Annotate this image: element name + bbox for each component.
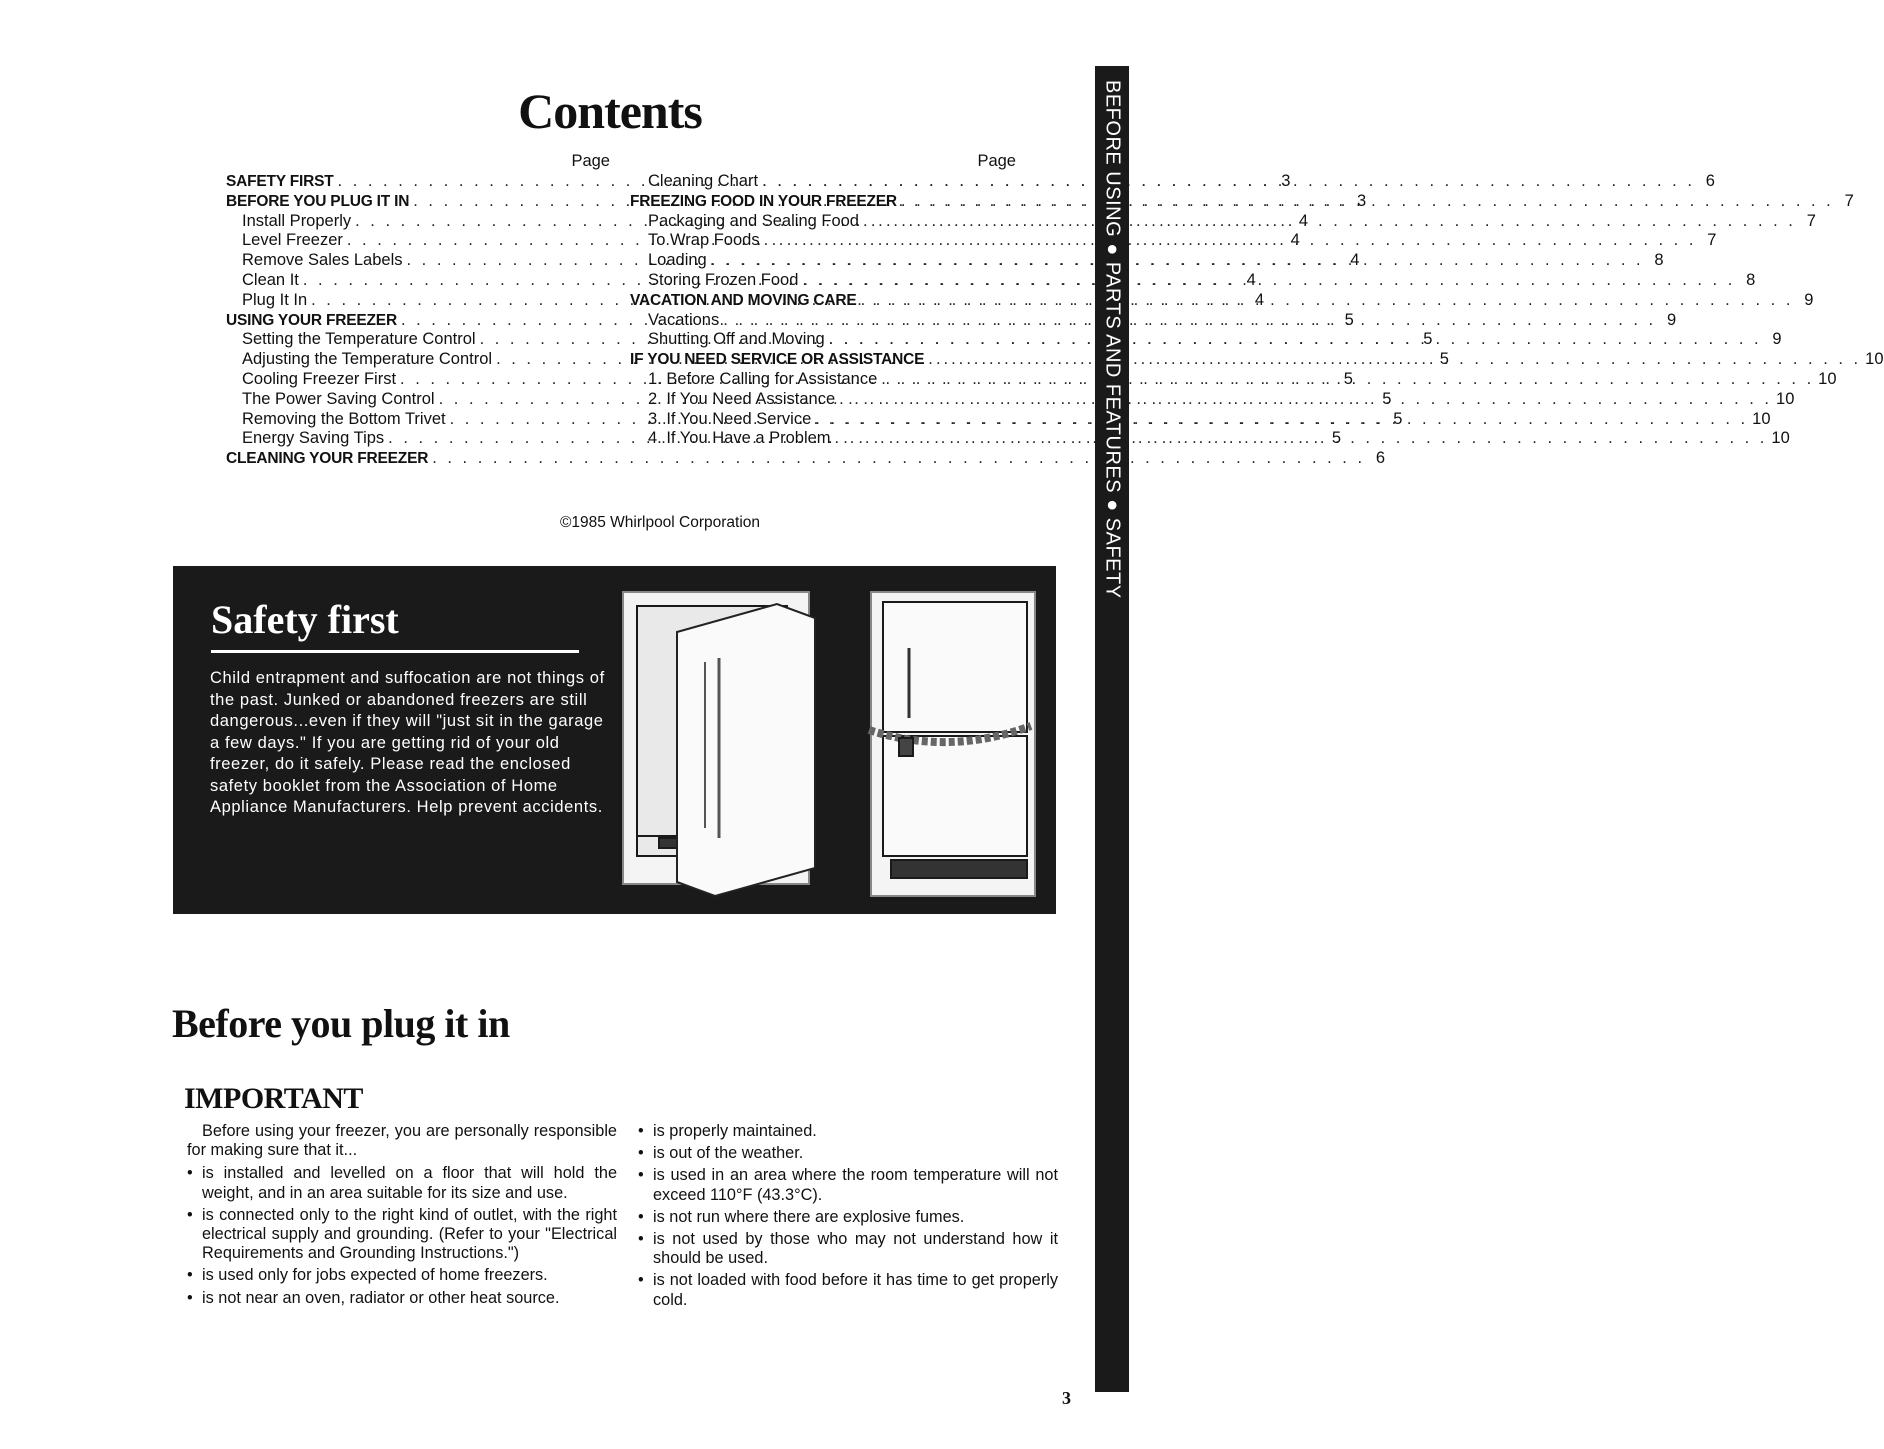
toc-entry	[630, 290, 1814, 311]
toc-entry-label: Install Properly	[242, 211, 352, 230]
toc-entry-label: Energy Saving Tips	[242, 429, 385, 448]
toc-leader-dots	[762, 172, 1695, 192]
title-underline	[211, 650, 579, 653]
toc-page-header: Page	[571, 152, 610, 170]
toc-entry	[630, 350, 1884, 370]
toc-entry-page: 3	[1281, 172, 1291, 190]
toc-entry-label: Cooling Freezer First	[242, 369, 397, 388]
important-right-column	[638, 1122, 1058, 1313]
toc-entry-label: Plug It In	[242, 290, 308, 309]
toc-entry-page: 10	[1771, 429, 1790, 448]
safety-warning-text: Child entrapment and suffocation are not things of the past. Junked or abandoned freezers are still dangerous...even if they will "just sit in the garage a few days." If you are getting rid of your old freezer, do it safely. Please read the enclosed safety booklet from the Association of Home Appliance Manufacturers. Help prevent accidents.	[210, 669, 605, 816]
toc-entry	[630, 389, 1795, 410]
toc-entry-page: 4	[1290, 231, 1300, 250]
toc-entry-label: IF YOU NEED SERVICE OR ASSISTANCE	[630, 351, 925, 369]
toc-entry-page: 5	[1331, 429, 1342, 448]
toc-leader-dots	[901, 192, 1834, 212]
requirement-item: • is properly maintained.	[638, 1122, 1058, 1141]
safety-first-title: Safety first	[211, 597, 399, 642]
toc-entry	[630, 369, 1837, 390]
toc-entry-page: 7	[1707, 231, 1717, 250]
toc-entry-page: 5	[1423, 330, 1433, 349]
open-freezer-drawing	[623, 592, 815, 896]
toc-page-header: Page	[977, 152, 1016, 170]
requirement-item: • is out of the weather.	[638, 1144, 1058, 1163]
toc-entry-label: BEFORE YOU PLUG IT IN	[226, 192, 410, 210]
toc-entry-label: VACATION AND MOVING CARE	[630, 291, 857, 309]
toc-entry-page: 10	[1818, 369, 1837, 388]
toc-entry-page: 5	[1382, 389, 1392, 408]
toc-entry-label: Remove Sales Labels	[242, 251, 403, 270]
toc-entry	[630, 191, 1854, 212]
toc-entry-page: 10	[1865, 350, 1884, 369]
toc-entry-page: 5	[1343, 369, 1353, 388]
toc-entry-label: Storing Frozen Food	[648, 270, 799, 289]
page-number: 3	[1062, 1388, 1071, 1408]
toc-leader-dots	[764, 231, 1697, 251]
toc-entry-page: 4	[1254, 290, 1264, 309]
toc-entry	[630, 251, 1664, 271]
toc-entry	[630, 330, 1782, 350]
toc-leader-dots	[881, 370, 1814, 390]
toc-entry-page: 9	[1772, 330, 1782, 349]
important-left-column	[187, 1122, 617, 1311]
toc-entry-page: 6	[1375, 449, 1386, 468]
toc-entry-label: Level Freezer	[242, 231, 343, 250]
toc-entry-label: Loading	[648, 251, 707, 270]
before-plug-heading: Before you plug it in	[172, 1001, 510, 1046]
important-subheading: IMPORTANT	[184, 1082, 363, 1115]
requirement-item: • is not used by those who may not understand how it should be used.	[638, 1230, 1058, 1268]
toc-entry-label: Removing the Bottom Trivet	[242, 409, 446, 428]
toc-entry	[630, 310, 1677, 331]
toc-entry-label: Packaging and Sealing Food	[648, 211, 859, 230]
toc-entry	[630, 270, 1756, 291]
toc-entry-page: 10	[1752, 409, 1771, 428]
toc-entry-label: Setting the Temperature Control	[242, 330, 476, 349]
toc-entry-page: 9	[1804, 290, 1814, 309]
toc-entry-page: 4	[1246, 270, 1256, 289]
important-intro: Before using your freezer, you are personally responsible for making sure that it...	[187, 1122, 617, 1160]
requirement-item: • is used only for jobs expected of home freezers.	[187, 1266, 617, 1285]
toc-entry	[630, 211, 1816, 232]
requirement-list-right	[638, 1122, 1058, 1310]
toc-entry-label: SAFETY FIRST	[226, 173, 334, 190]
requirement-list-left	[187, 1164, 617, 1307]
toc-entry-page: 9	[1666, 310, 1677, 329]
toc-entry-label: Clean It	[242, 270, 299, 289]
requirement-item: • is connected only to the right kind of outlet, with the right electrical supply and grounding. (Refer to your "Electrical Requirements and Grounding Instructions.")	[187, 1206, 617, 1264]
toc-entry-page: 4	[1298, 211, 1309, 230]
toc-leader-dots	[432, 449, 1365, 469]
toc-entry	[630, 429, 1790, 449]
toc-entry-label: 2. If You Need Assistance	[648, 389, 836, 408]
toc-entry	[630, 231, 1717, 251]
toc-entry-page: 4	[1350, 251, 1360, 270]
toc-entry-page: 3	[1356, 191, 1367, 210]
section-side-tab-label: BEFORE USING ● PARTS AND FEATURES ● SAFETY	[1101, 80, 1124, 599]
toc-entry-page: 8	[1654, 251, 1664, 270]
toc-entry-label: The Power Saving Control	[242, 389, 435, 408]
toc-entry-label: USING YOUR FREEZER	[226, 311, 397, 329]
toc-leader-dots	[829, 330, 1762, 350]
toc-entry-label: FREEZING FOOD IN YOUR FREEZER	[630, 192, 897, 210]
freezer-illustration	[619, 588, 1039, 904]
toc-entry-page: 7	[1806, 211, 1816, 230]
requirement-item: • is installed and levelled on a floor that will hold the weight, and in an area suitable for its size and use.	[187, 1164, 617, 1202]
copyright-notice: ©1985 Whirlpool Corporation	[559, 514, 761, 531]
toc-leader-dots	[802, 271, 1735, 291]
toc-leader-dots	[928, 350, 1861, 370]
toc-entry-page: 5	[1393, 409, 1403, 428]
toc-entry-page: 6	[1705, 172, 1715, 190]
toc-entry-page: 5	[1344, 310, 1354, 329]
toc-entry-label: Vacations	[648, 310, 720, 329]
safety-first-banner	[173, 566, 1056, 914]
toc-entry	[630, 409, 1771, 430]
toc-entry-label: Adjusting the Temperature Control	[242, 350, 493, 369]
toc-entry-label: Shutting Off and Moving	[648, 330, 825, 349]
toc-leader-dots	[723, 311, 1656, 331]
toc-entry-label: 3. If You Need Service	[648, 409, 812, 428]
toc-leader-dots	[863, 212, 1796, 232]
toc-entry-page: 10	[1776, 389, 1795, 408]
toc-leader-dots	[711, 251, 1644, 271]
toc-entry-page: 7	[1844, 191, 1854, 210]
toc-leader-dots	[861, 291, 1794, 311]
toc-leader-dots	[815, 410, 1748, 430]
toc-leader-dots	[835, 429, 1768, 449]
toc-entry-label: CLEANING YOUR FREEZER	[226, 450, 429, 468]
requirement-item: • is not run where there are explosive fumes.	[638, 1208, 1058, 1227]
toc-entry-label: Cleaning Chart	[648, 172, 759, 190]
requirement-item: • is used in an area where the room temperature will not exceed 110°F (43.3°C).	[638, 1166, 1058, 1204]
toc-entry-label: 4. If You Have a Problem	[648, 429, 831, 448]
toc-leader-dots	[839, 390, 1772, 410]
toc-entry-label: 1. Before Calling for Assistance	[648, 369, 878, 388]
requirement-item: • is not near an oven, radiator or other heat source.	[187, 1289, 617, 1308]
toc-entry	[630, 172, 1715, 192]
page-title: Contents	[518, 83, 702, 139]
toc-entry-page: 8	[1746, 270, 1756, 289]
chained-freezer-drawing	[869, 592, 1035, 896]
toc-entry	[226, 449, 1386, 469]
toc-entry-label: To Wrap Foods	[648, 231, 760, 250]
toc-entry-page: 5	[1439, 350, 1449, 369]
requirement-item: • is not loaded with food before it has time to get properly cold.	[638, 1271, 1058, 1309]
